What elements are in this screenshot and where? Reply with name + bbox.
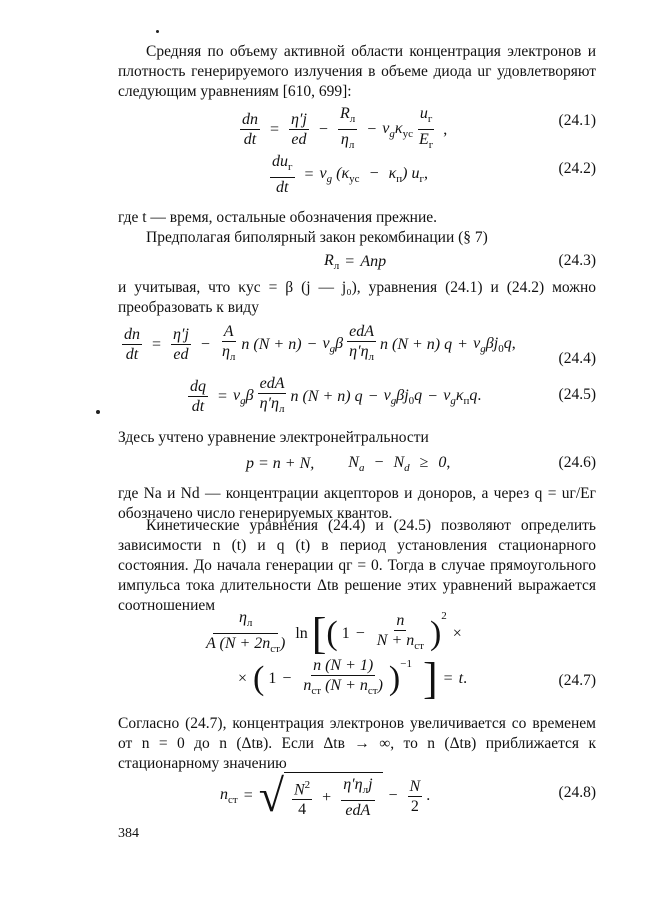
paragraph-7: Кинетические уравнения (24.4) и (24.5) позволяют определить зависимости n (t) и q (t) в период установления стационарного состояния. До начала генерации qг = 0. Тогда в случае прямоугольного импульса тока длительности Δtв решение этих уравнений выражается соотношением xyxy=(118,517,596,614)
paragraph-4: и учитывая, что κус = β (j — j₀), уравнения (24.1) и (24.2) можно преобразовать к виду xyxy=(118,279,596,316)
paragraph-1: Средняя по объему активной области концентрация электронов и плотность генерируемого излучения в объеме диода uг удовлетворяют следующим уравнениям [610, 699]: xyxy=(118,43,596,100)
equation-24-1: $\frac{dn}{dt}$ = $\frac{\eta'j}{ed}$ − $\frac{R_л}{\eta_л}$ − $v_g\kappa_{ус}$ $\frac{u_г}{E_г}$ , (24.1) xyxy=(242,105,596,152)
equation-number: (24.1) xyxy=(558,112,596,129)
equation-number: (24.7) xyxy=(558,672,596,689)
page-number: 384 xyxy=(118,826,139,841)
ink-speck xyxy=(156,30,159,33)
equation-24-7-continued: × ( 1 − $\frac{n (N + 1)}{n_{ст} (N + n_{ст})}$ ) $^{-1}$ ] = t. (24.7) xyxy=(238,653,596,703)
equation-number: (24.3) xyxy=(558,252,596,269)
equation-number: (24.6) xyxy=(558,454,596,471)
ink-speck xyxy=(96,410,100,414)
paragraph-6: где Nа и Nd — концентрации акцепторов и доноров, а через q = uг/Eг обозначено число генерируемых квантов. xyxy=(118,485,596,522)
equation-number: (24.4) xyxy=(558,350,596,367)
equation-24-3: $R_л$ = Anp (24.3) xyxy=(324,252,596,273)
equation-24-8: $n_{ст}$ = √ $\frac{N^2}{4}$ + $\frac{\eta'\eta_лj}{\text{edA}}$ − $\frac{N}{2}$ . (24.8) xyxy=(220,770,596,822)
paragraph-8: Согласно (24.7), концентрация электронов увеличивается со временем от n = 0 до n (Δtв). Если Δtв → ∞, то n (Δtв) приближается к стационарному значению xyxy=(118,715,596,772)
equation-24-5: $\frac{dq}{dt}$ = $v_g\beta$ $\frac{\text{edA}}{\eta'\eta_л}$ n (N + n) q − $v_g\beta j_0q$ − $v_g\kappa_пq$. (24.5) xyxy=(190,375,596,416)
equation-24-4: $\frac{dn}{dt}$ = $\frac{\eta'j}{ed}$ − $\frac{A}{\eta_л}$ n (N + n) − $v_g\beta$ $\frac{\text{edA}}{\eta'\eta_л}$ n (N + n) q + $v_g\beta j_0q$, (24.4) xyxy=(124,323,596,367)
equation-number: (24.2) xyxy=(558,160,596,177)
equation-24-7: $\frac{\eta_л}{A (N + 2n_{ст})}$ ln [ ( 1 − $\frac{n}{N + n_{ст}}$ ) $^2$ × xyxy=(206,608,462,658)
paragraph-3: Предполагая биполярный закон рекомбинации (§ 7) xyxy=(146,229,488,246)
equation-number: (24.5) xyxy=(558,386,596,403)
equation-number: (24.8) xyxy=(558,784,596,801)
paragraph-2: где t — время, остальные обозначения прежние. xyxy=(118,209,437,226)
equation-24-6: p = n + N, $N_a - N_d \ge 0$, (24.6) xyxy=(246,454,596,475)
equation-24-2: $\frac{du_г}{dt}$ = $v_g$ $(\kappa_{ус} - \kappa_п)$ $u_г$, (24.2) xyxy=(272,153,596,197)
paragraph-5: Здесь учтено уравнение электронейтральности xyxy=(118,429,429,446)
